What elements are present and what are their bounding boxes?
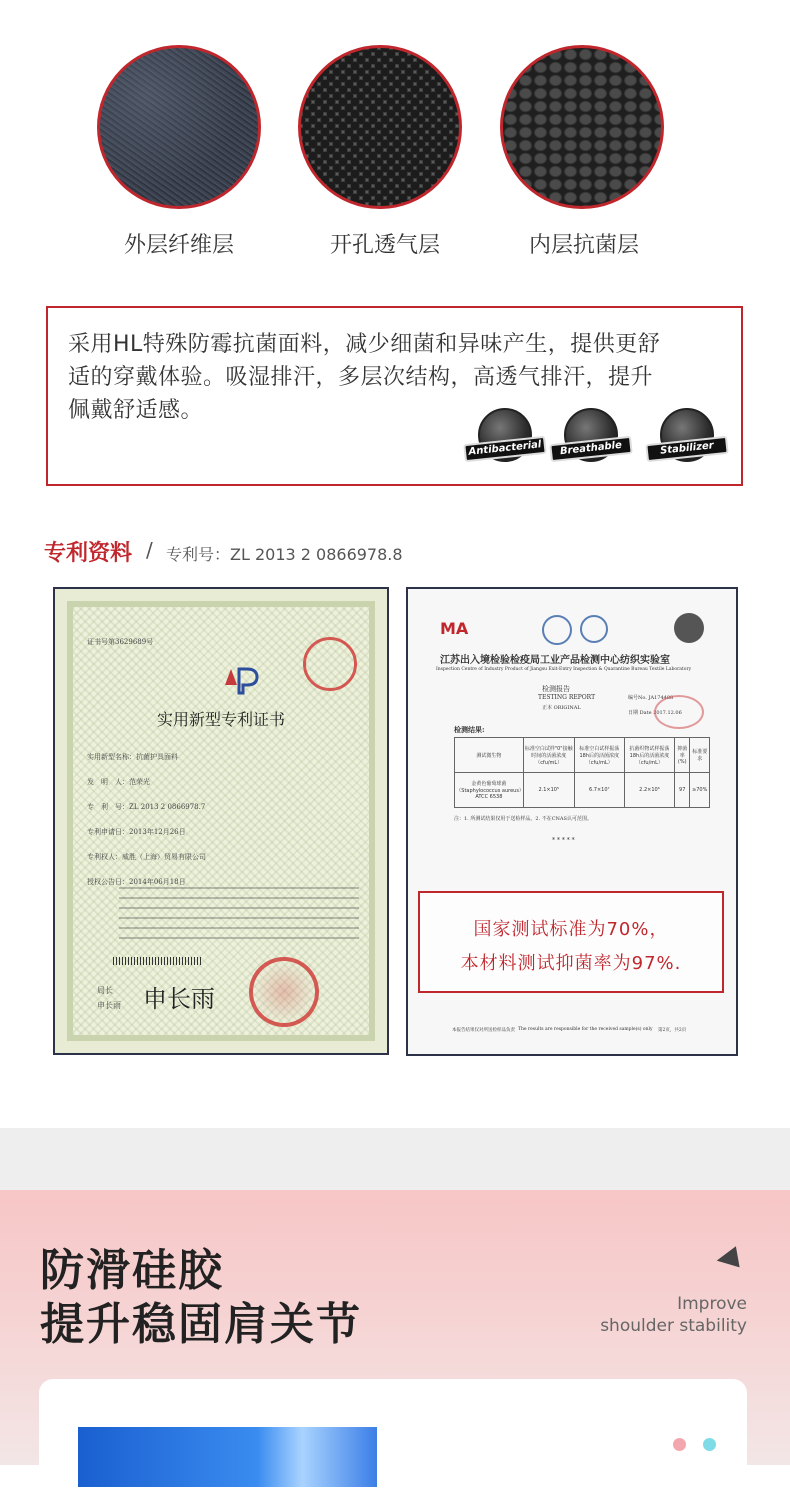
official-red-seal [249,957,319,1027]
description-line: 采用HL特殊防霉抗菌面料，减少细菌和异味产生，提供更舒 [68,332,661,357]
results-table-header [455,738,710,773]
table-cell: 金黄色葡萄球菌（Staphylococcus aureus）ATCC 6538 [455,773,524,808]
antibacterial-test-report [406,587,738,1056]
antibacterial-badge [470,408,540,468]
stabilizer-badge [652,408,722,468]
report-footer-cn: 本报告结果仅对所送检样品负责 [452,1028,515,1033]
certificate-number: 证书号第3629689号 [87,638,154,646]
patent-owner-line: 专利权人：威胜（上海）贸易有限公司 [87,853,206,861]
certificate-paper [67,601,375,1041]
table-header-cell: 标准空白试样振荡18h后的活菌浓度（cfu/mL） [574,738,624,773]
table-cell: 2.1×10⁵ [523,773,574,808]
director-name-label: 申长雨 [97,1001,121,1010]
report-footer-en: The results are responsible for the received sample(s) only [518,1027,653,1032]
inventor-line: 发 明 人：范荣光 [87,778,150,786]
results-table [454,737,710,808]
table-header-cell: 标准空白试样"0"接触时间的活菌浓度（cfu/mL） [523,738,574,773]
director-signature: 申长雨 [143,985,215,1013]
table-row [455,773,710,808]
paper-plane-arrow-icon: ◀ [713,1238,741,1275]
grant-date-line: 授权公告日：2014年06月18日 [87,878,186,886]
feature-subtitle-en-line2: shoulder stability [600,1316,747,1336]
certificate-body-text [119,887,359,947]
standard-rate-text: 国家测试标准为70%， [473,919,669,940]
utility-model-name: 实用新型名称：抗菌护具面料 [87,753,178,761]
certificate-heading: 实用新型专利证书 [156,710,285,729]
mesh-breathable-layer-image [298,45,462,209]
breathable-badge [556,408,626,468]
ma-mark: MA [440,619,469,638]
institution-name-en: Inspection Centre of Industry Product of Jiangsu Exit-Entry Inspection & Quarantine Bureau Textile Laboratory [436,667,692,672]
patent-number: 专利号：ZL 2013 2 0866978.8 [166,545,403,564]
patent-section-title: 专利资料 [44,541,133,566]
report-original: 正本 ORIGINAL [542,705,581,711]
section-divider-band [0,1128,790,1190]
table-header-cell: 抗菌织物试样振荡18h后的活菌浓度（cfu/mL） [624,738,674,773]
table-header-cell: 测试微生物 [455,738,524,773]
patent-office-logo-icon [223,665,259,695]
carousel-dot-cyan[interactable] [703,1438,716,1451]
table-cell: 97 [675,773,690,808]
application-date-line: 专利申请日：2013年12月26日 [87,828,186,836]
inner-antibacterial-layer-image [500,45,664,209]
carousel-dot-pink[interactable] [673,1438,686,1451]
report-date: 日期 Date 2017.12.06 [628,710,682,716]
report-notes: 注：1. 所测试结果仅用于送检样品。2. 不在CNAS认可范围。 [454,816,592,822]
result-highlight-box [418,891,724,993]
antibacterial-badge-label: Antibacterial [463,436,546,462]
table-cell: ≥70% [690,773,710,808]
feature-description-box [46,306,743,486]
breathable-badge-label: Breathable [549,436,632,462]
feature-subtitle-en-line1: Improve [677,1294,747,1314]
idfb-logo-icon [674,613,704,643]
patent-separator: / [146,538,153,562]
patent-number-line: 专 利 号：ZL 2013 2 0866978.7 [87,803,206,811]
results-label: 检测结果: [454,725,485,734]
director-label: 局长 [97,986,113,995]
certificate-corner-seal [303,637,357,691]
report-page-label: 第2页，共2页 [658,1028,687,1033]
feature-title-line1: 防滑硅胶 [40,1245,224,1296]
description-line: 佩戴舒适感。 [68,398,204,423]
barcode [113,957,203,965]
report-title-en: TESTING REPORT [538,694,596,701]
feature-card-image [78,1427,377,1487]
institution-name-cn: 江苏出入境检验检疫局工业产品检测中心纺织实验室 [440,655,670,666]
stabilizer-badge-label: Stabilizer [645,436,728,462]
report-title-cn: 检测报告 [542,685,570,693]
table-cell: 2.2×10⁶ [624,773,674,808]
layer-label-outer: 外层纤维层 [123,233,234,258]
report-end-stars: * * * * * [552,837,575,844]
feature-title-line2: 提升稳固肩关节 [40,1299,362,1350]
cnas-logo-icon [580,615,608,643]
table-cell: 6.7×10⁷ [574,773,624,808]
patent-certificate [53,587,389,1055]
layer-label-inner: 内层抗菌层 [528,233,639,258]
ilac-mra-logo-icon [542,615,572,645]
layer-label-mesh: 开孔透气层 [329,233,440,258]
report-stamp [654,695,704,729]
report-number: 编号No. JA174488 [628,695,674,701]
outer-fiber-layer-image [97,45,261,209]
description-line: 适的穿戴体验。吸湿排汗，多层次结构，高透气排汗，提升 [68,365,654,390]
table-header-cell: 抑菌率(%) [675,738,690,773]
measured-rate-text: 本材料测试抑菌率为97%. [460,953,682,974]
table-header-cell: 标准要求 [690,738,710,773]
